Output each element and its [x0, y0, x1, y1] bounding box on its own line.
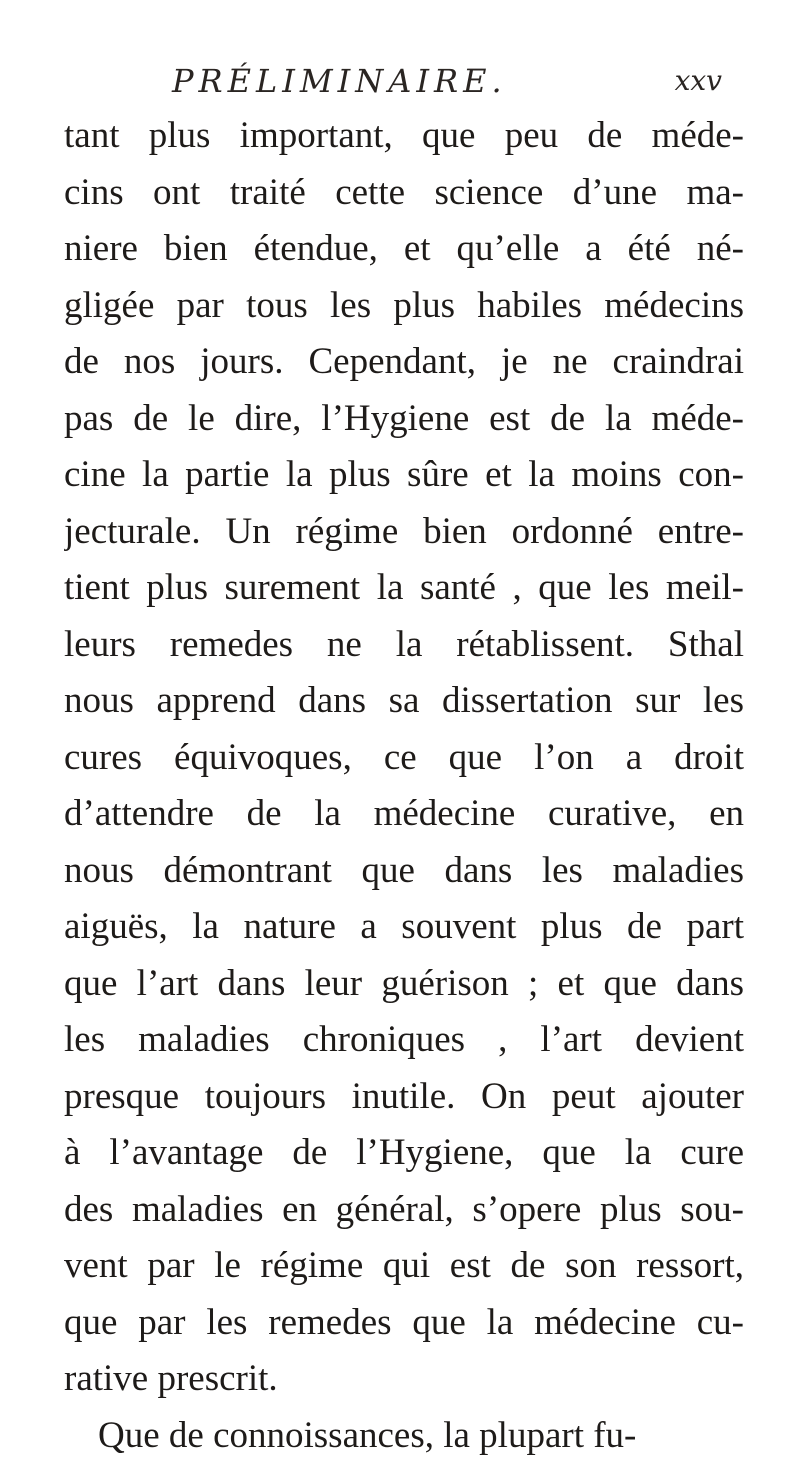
text-line: Que de connoissances, la plupart fu- [64, 1408, 744, 1464]
text-line: jecturale. Un régime bien ordonné entre- [64, 504, 744, 561]
text-line: vent par le régime qui est de son ressort, [64, 1238, 744, 1295]
text-line: leurs remedes ne la rétablissent. Sthal [64, 617, 744, 674]
text-line: de nos jours. Cependant, je ne craindrai [64, 334, 744, 391]
text-line: pas de le dire, l’Hygiene est de la méde- [64, 391, 744, 448]
text-line: niere bien étendue, et qu’elle a été né- [64, 221, 744, 278]
text-line: les maladies chroniques , l’art devient [64, 1012, 744, 1069]
text-line: des maladies en général, s’opere plus sou- [64, 1182, 744, 1239]
text-line: rative prescrit. [64, 1351, 744, 1408]
page-number: xxv [675, 64, 722, 97]
body-text [64, 108, 744, 1464]
text-line: cins ont traité cette science d’une ma- [64, 165, 744, 222]
text-line: nous démontrant que dans les maladies [64, 843, 744, 900]
text-line: aiguës, la nature a souvent plus de part [64, 899, 744, 956]
text-line: tant plus important, que peu de méde- [64, 108, 744, 165]
running-title: PRÉLIMINAIRE. [172, 62, 507, 100]
text-line: cine la partie la plus sûre et la moins con- [64, 447, 744, 504]
text-line: que par les remedes que la médecine cu- [64, 1295, 744, 1352]
running-head [172, 60, 722, 110]
text-line: nous apprend dans sa dissertation sur les [64, 673, 744, 730]
text-line: tient plus surement la santé , que les meil- [64, 560, 744, 617]
text-line: d’attendre de la médecine curative, en [64, 786, 744, 843]
text-line: que l’art dans leur guérison ; et que dans [64, 956, 744, 1013]
text-line: à l’avantage de l’Hygiene, que la cure [64, 1125, 744, 1182]
text-line: gligée par tous les plus habiles médecins [64, 278, 744, 335]
text-line: cures équivoques, ce que l’on a droit [64, 730, 744, 787]
text-line: presque toujours inutile. On peut ajouter [64, 1069, 744, 1126]
